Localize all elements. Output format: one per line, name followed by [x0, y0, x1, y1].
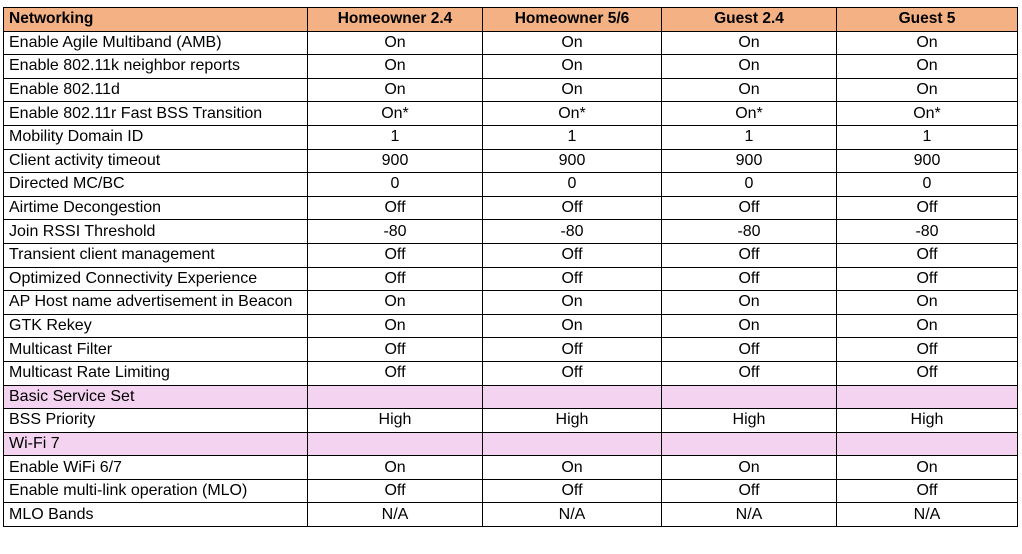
cell-guest-2-4: 1 [662, 125, 837, 149]
cell-guest-2-4: Off [662, 479, 837, 503]
section-row [4, 432, 1018, 456]
table-row [4, 338, 1018, 362]
cell-homeowner-5-6: Off [483, 267, 662, 291]
cell-guest-2-4: Off [662, 196, 837, 220]
setting-label: Enable Agile Multiband (AMB) [4, 31, 308, 55]
table-row [4, 102, 1018, 126]
cell-homeowner-2-4: On [308, 78, 483, 102]
cell-guest-2-4: On [662, 55, 837, 79]
section-label: Basic Service Set [4, 385, 308, 409]
cell-homeowner-2-4: High [308, 409, 483, 433]
cell-guest-5: Off [837, 243, 1018, 267]
setting-label: Multicast Filter [4, 338, 308, 362]
cell-homeowner-5-6: -80 [483, 220, 662, 244]
cell-homeowner-2-4: On [308, 55, 483, 79]
cell-guest-5: On [837, 456, 1018, 480]
cell-guest-2-4: On [662, 78, 837, 102]
table-row [4, 314, 1018, 338]
cell-homeowner-5-6: Off [483, 479, 662, 503]
table-row [4, 243, 1018, 267]
table-row [4, 503, 1018, 527]
cell-homeowner-5-6: On* [483, 102, 662, 126]
setting-label: BSS Priority [4, 409, 308, 433]
cell-guest-5: On [837, 78, 1018, 102]
cell-guest-2-4: High [662, 409, 837, 433]
setting-label: Enable 802.11k neighbor reports [4, 55, 308, 79]
setting-label: Optimized Connectivity Experience [4, 267, 308, 291]
cell-homeowner-5-6: On [483, 291, 662, 315]
cell-homeowner-5-6: High [483, 409, 662, 433]
setting-label: Join RSSI Threshold [4, 220, 308, 244]
setting-label: AP Host name advertisement in Beacon [4, 291, 308, 315]
header-homeowner-2-4: Homeowner 2.4 [308, 8, 483, 32]
settings-table [3, 7, 1018, 527]
cell-homeowner-2-4: 0 [308, 173, 483, 197]
table-row [4, 55, 1018, 79]
cell-guest-2-4: On [662, 291, 837, 315]
cell-homeowner-5-6: On [483, 314, 662, 338]
cell-guest-5: Off [837, 196, 1018, 220]
cell-guest-2-4: 900 [662, 149, 837, 173]
table-row [4, 361, 1018, 385]
cell-guest-5: On* [837, 102, 1018, 126]
cell-homeowner-5-6: On [483, 55, 662, 79]
cell-guest-2-4 [662, 432, 837, 456]
table-row [4, 173, 1018, 197]
cell-guest-5: Off [837, 479, 1018, 503]
cell-homeowner-5-6: On [483, 456, 662, 480]
table-row [4, 78, 1018, 102]
cell-guest-2-4: On [662, 31, 837, 55]
header-guest-2-4: Guest 2.4 [662, 8, 837, 32]
cell-homeowner-2-4: Off [308, 243, 483, 267]
setting-label: Directed MC/BC [4, 173, 308, 197]
setting-label: Client activity timeout [4, 149, 308, 173]
cell-guest-2-4 [662, 385, 837, 409]
cell-homeowner-5-6 [483, 385, 662, 409]
cell-homeowner-5-6: 1 [483, 125, 662, 149]
cell-guest-5: Off [837, 338, 1018, 362]
table-row [4, 149, 1018, 173]
cell-guest-5 [837, 385, 1018, 409]
cell-homeowner-5-6: On [483, 31, 662, 55]
cell-guest-2-4: On [662, 314, 837, 338]
setting-label: Enable WiFi 6/7 [4, 456, 308, 480]
cell-homeowner-2-4 [308, 432, 483, 456]
cell-homeowner-2-4: N/A [308, 503, 483, 527]
cell-guest-5: On [837, 314, 1018, 338]
table-row [4, 196, 1018, 220]
cell-homeowner-2-4: On [308, 456, 483, 480]
cell-homeowner-5-6: Off [483, 243, 662, 267]
cell-guest-5 [837, 432, 1018, 456]
cell-guest-5: 900 [837, 149, 1018, 173]
cell-guest-2-4: Off [662, 338, 837, 362]
cell-guest-2-4: Off [662, 361, 837, 385]
cell-guest-2-4: Off [662, 267, 837, 291]
section-label: Wi-Fi 7 [4, 432, 308, 456]
setting-label: Enable 802.11r Fast BSS Transition [4, 102, 308, 126]
setting-label: Multicast Rate Limiting [4, 361, 308, 385]
cell-homeowner-2-4: 1 [308, 125, 483, 149]
cell-homeowner-2-4: 900 [308, 149, 483, 173]
cell-homeowner-2-4: On [308, 31, 483, 55]
header-homeowner-5-6: Homeowner 5/6 [483, 8, 662, 32]
header-row [4, 8, 1018, 32]
cell-guest-5: 0 [837, 173, 1018, 197]
cell-guest-5: Off [837, 361, 1018, 385]
cell-guest-5: On [837, 55, 1018, 79]
cell-homeowner-2-4: -80 [308, 220, 483, 244]
setting-label: Enable multi-link operation (MLO) [4, 479, 308, 503]
cell-homeowner-2-4 [308, 385, 483, 409]
cell-guest-5: -80 [837, 220, 1018, 244]
header-guest-5: Guest 5 [837, 8, 1018, 32]
setting-label: Mobility Domain ID [4, 125, 308, 149]
setting-label: GTK Rekey [4, 314, 308, 338]
table-row [4, 267, 1018, 291]
cell-homeowner-5-6: 900 [483, 149, 662, 173]
setting-label: MLO Bands [4, 503, 308, 527]
cell-homeowner-5-6: Off [483, 361, 662, 385]
setting-label: Transient client management [4, 243, 308, 267]
table-row [4, 409, 1018, 433]
cell-guest-5: High [837, 409, 1018, 433]
cell-guest-2-4: Off [662, 243, 837, 267]
section-row [4, 385, 1018, 409]
table-row [4, 31, 1018, 55]
cell-guest-2-4: -80 [662, 220, 837, 244]
cell-homeowner-2-4: On [308, 314, 483, 338]
table-row [4, 220, 1018, 244]
setting-label: Enable 802.11d [4, 78, 308, 102]
table-row [4, 291, 1018, 315]
cell-guest-5: N/A [837, 503, 1018, 527]
cell-homeowner-5-6: Off [483, 338, 662, 362]
cell-guest-2-4: N/A [662, 503, 837, 527]
cell-guest-5: On [837, 291, 1018, 315]
table-row [4, 125, 1018, 149]
cell-homeowner-2-4: On [308, 291, 483, 315]
cell-homeowner-5-6: Off [483, 196, 662, 220]
setting-label: Airtime Decongestion [4, 196, 308, 220]
cell-homeowner-2-4: Off [308, 479, 483, 503]
cell-guest-5: On [837, 31, 1018, 55]
cell-guest-5: Off [837, 267, 1018, 291]
cell-homeowner-2-4: Off [308, 267, 483, 291]
cell-homeowner-2-4: Off [308, 196, 483, 220]
cell-homeowner-2-4: Off [308, 361, 483, 385]
cell-guest-2-4: On* [662, 102, 837, 126]
cell-guest-2-4: On [662, 456, 837, 480]
cell-homeowner-5-6: On [483, 78, 662, 102]
table-row [4, 479, 1018, 503]
table-row [4, 456, 1018, 480]
table-body [4, 31, 1018, 526]
header-networking: Networking [4, 8, 308, 32]
cell-homeowner-5-6: 0 [483, 173, 662, 197]
cell-guest-5: 1 [837, 125, 1018, 149]
cell-guest-2-4: 0 [662, 173, 837, 197]
cell-homeowner-5-6: N/A [483, 503, 662, 527]
cell-homeowner-2-4: On* [308, 102, 483, 126]
cell-homeowner-5-6 [483, 432, 662, 456]
cell-homeowner-2-4: Off [308, 338, 483, 362]
